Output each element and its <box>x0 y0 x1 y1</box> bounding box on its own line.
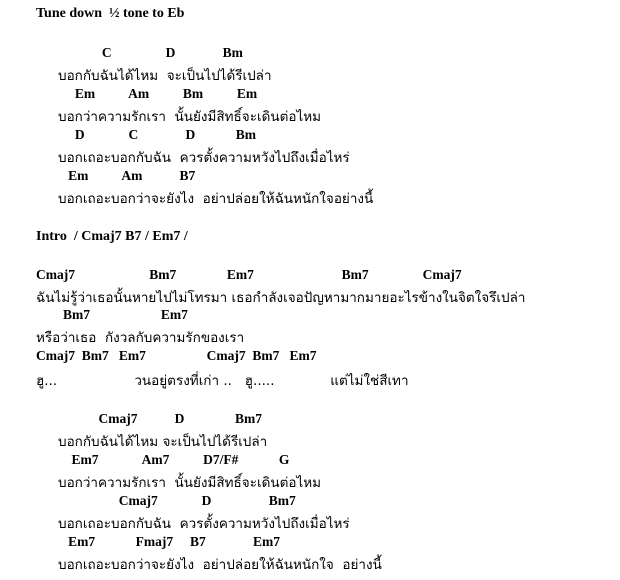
chord-line: Em Am Bm Em <box>58 86 258 101</box>
chord-line: Em7 Am7 D7/F# G <box>58 452 290 467</box>
chord-line: Cmaj7 D Bm7 <box>58 493 296 508</box>
lyric-line: บอกเถอะบอกว่าจะยังไง อย่าปล่อยให้ฉันหนักใจอย่างนี้ <box>58 191 374 207</box>
lyric-line: บอกกับฉันได้ไหม จะเป็นไปได้รีเปล่า <box>58 68 272 84</box>
chord-line: Bm7 Em7 <box>36 307 188 322</box>
chord-line: Cmaj7 Bm7 Em7 Bm7 Cmaj7 <box>36 267 462 282</box>
lyric-line: หรือว่าเธอ กังวลกับความรักของเรา <box>36 330 245 346</box>
chord-line: Cmaj7 Bm7 Em7 Cmaj7 Bm7 Em7 <box>36 348 317 363</box>
lyric-line: บอกเถอะบอกว่าจะยังไง อย่าปล่อยให้ฉันหนักใจ อย่างนี้ <box>58 557 382 573</box>
lyric-line: บอกว่าความรักเรา นั้นยังมีสิทธิ์จะเดินต่อไหม <box>58 475 322 491</box>
lyric-line: บอกว่าความรักเรา นั้นยังมีสิทธิ์จะเดินต่อไหม <box>58 109 322 125</box>
lyric-line: ฮู... วนอยู่ตรงที่เก่า .. ฮู..... แต่ไม่ใช่สีเทา <box>36 373 409 389</box>
lyric-line: ฉันไม่รู้ว่าเธอนั้นหายไปไม่โทรมา เธอกำลังเจอปัญหามากมายอะไรข้างในจิตใจรึเปล่า <box>36 290 526 306</box>
lyric-line: บอกเถอะบอกกับฉัน ควรตั้งความหวังไปถึงเมื่อไหร่ <box>58 150 350 166</box>
chord-line: Cmaj7 D Bm7 <box>58 411 262 426</box>
tuning-heading: Tune down ½ tone to Eb <box>36 6 185 21</box>
chord-line: C D Bm <box>58 45 243 60</box>
lyric-line: บอกกับฉันได้ไหม จะเป็นไปได้รีเปล่า <box>58 434 268 450</box>
chord-line: Em7 Fmaj7 B7 Em7 <box>58 534 280 549</box>
chord-line: D C D Bm <box>58 127 256 142</box>
intro-heading: Intro / Cmaj7 B7 / Em7 / <box>36 229 188 244</box>
chord-line: Em Am B7 <box>58 168 196 183</box>
lyric-line: บอกเถอะบอกกับฉัน ควรตั้งความหวังไปถึงเมื่อไหร่ <box>58 516 350 532</box>
